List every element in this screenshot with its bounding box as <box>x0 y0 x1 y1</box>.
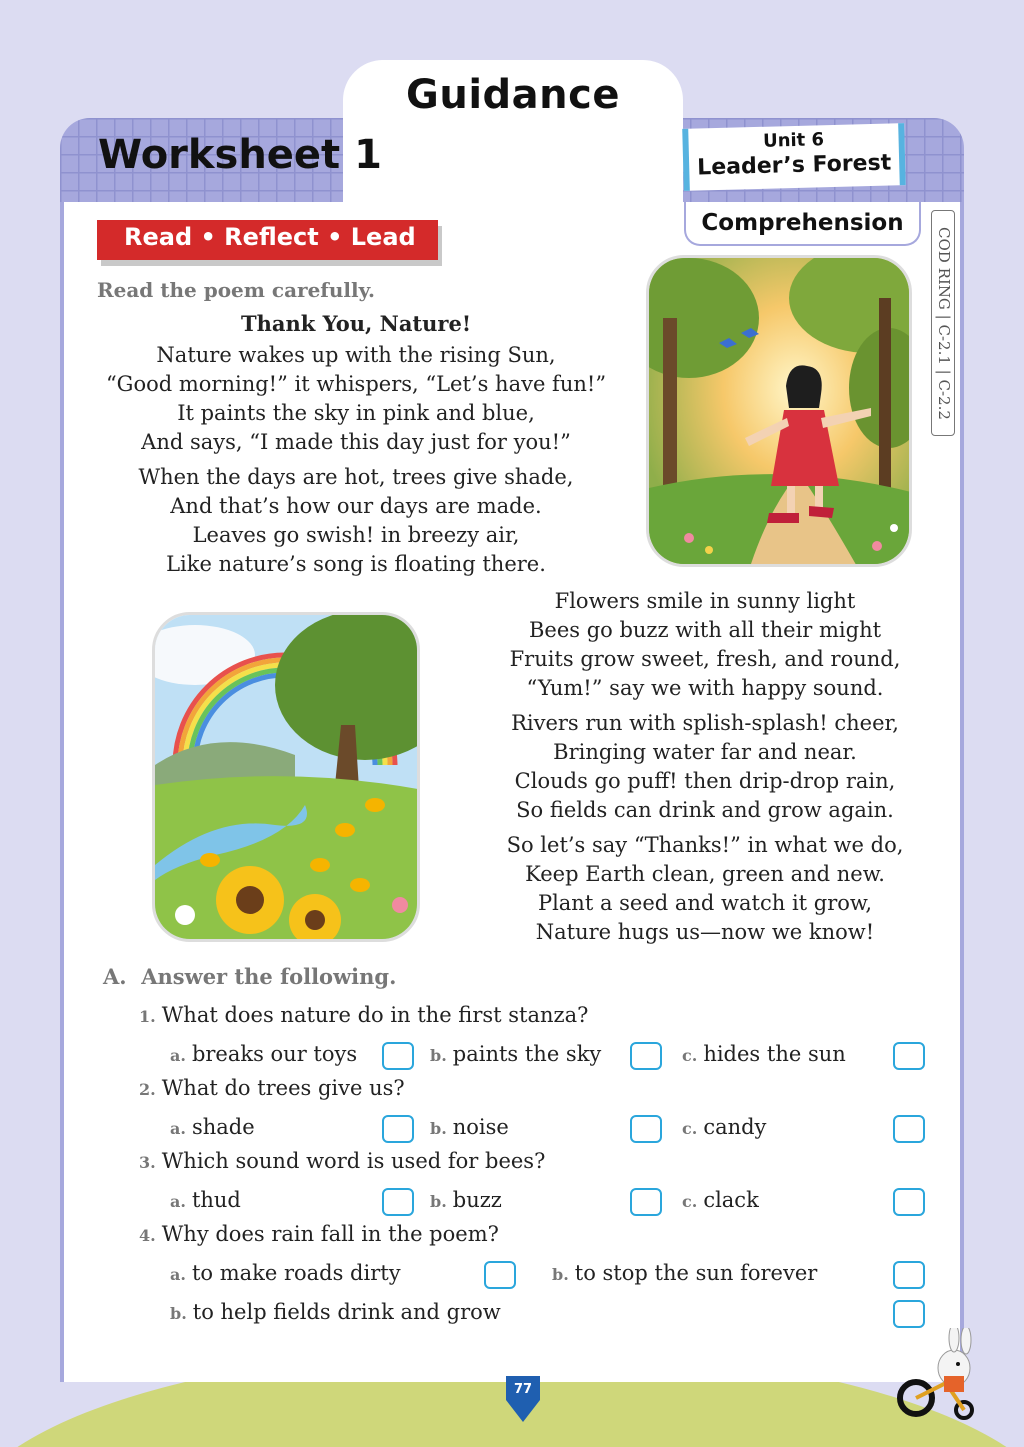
poem-line: Nature wakes up with the rising Sun, <box>156 343 556 367</box>
option-letter: b. <box>430 1119 447 1138</box>
option-3a <box>170 1188 241 1212</box>
question-text: What does nature do in the first stanza? <box>161 1003 589 1027</box>
poem-line: Plant a seed and watch it grow, <box>537 891 873 915</box>
unit-label <box>682 123 906 191</box>
guidance-label: Guidance <box>406 72 620 118</box>
option-text: to help fields drink and grow <box>192 1300 501 1324</box>
option-letter: c. <box>682 1119 698 1138</box>
rainbow-sunflower-illustration <box>152 612 420 942</box>
option-letter: a. <box>170 1046 186 1065</box>
answer-checkbox[interactable] <box>630 1115 662 1143</box>
poem-line: Rivers run with splish-splash! cheer, <box>511 711 899 735</box>
question-text: What do trees give us? <box>161 1076 405 1100</box>
poem-line: “Good morning!” it whispers, “Let’s have fun!” <box>105 372 607 396</box>
question-number: 1. <box>139 1007 156 1026</box>
option-2b <box>430 1115 509 1139</box>
bunny-bicycle-mascot <box>896 1328 996 1428</box>
option-4a <box>170 1261 401 1285</box>
option-1b <box>430 1042 601 1066</box>
poem-left-block <box>96 309 616 579</box>
option-text: paints the sky <box>452 1042 602 1066</box>
poem-line: It paints the sky in pink and blue, <box>177 401 535 425</box>
poem-stanza-3 <box>470 587 940 703</box>
instruction-text: Read the poem carefully. <box>97 278 375 302</box>
poem-line: So fields can drink and grow again. <box>516 798 894 822</box>
code-side-tag: COD RING | C-2.1 | C-2.2 <box>931 210 955 436</box>
option-letter: a. <box>170 1119 186 1138</box>
option-letter: b. <box>170 1304 187 1323</box>
poem-stanza-1 <box>96 341 616 457</box>
poem-line: Clouds go puff! then drip-drop rain, <box>514 769 896 793</box>
question-number: 4. <box>139 1226 156 1245</box>
question-number: 3. <box>139 1153 156 1172</box>
poem-line: Keep Earth clean, green and new. <box>525 862 885 886</box>
option-letter: b. <box>430 1192 447 1211</box>
unit-number: Unit 6 <box>762 129 825 152</box>
option-letter: b. <box>552 1265 569 1284</box>
page-number-marker <box>504 1376 542 1422</box>
option-4b <box>552 1261 817 1285</box>
answer-checkbox[interactable] <box>382 1115 414 1143</box>
answer-checkbox[interactable] <box>893 1115 925 1143</box>
answer-checkbox[interactable] <box>893 1300 925 1328</box>
girl-in-park-illustration <box>646 255 912 567</box>
poem-stanza-5 <box>470 831 940 947</box>
question-4 <box>139 1222 499 1246</box>
question-text: Why does rain fall in the poem? <box>161 1222 499 1246</box>
answer-checkbox[interactable] <box>484 1261 516 1289</box>
poem-line: When the days are hot, trees give shade, <box>138 465 574 489</box>
poem-line: Bringing water far and near. <box>553 740 857 764</box>
option-text: hides the sun <box>703 1042 846 1066</box>
option-text: breaks our toys <box>191 1042 358 1066</box>
poem-line: Fruits grow sweet, fresh, and round, <box>509 647 901 671</box>
option-letter: a. <box>170 1265 186 1284</box>
answer-checkbox[interactable] <box>382 1188 414 1216</box>
option-text: candy <box>703 1115 767 1139</box>
poem-line: Flowers smile in sunny light <box>554 589 856 613</box>
poem-line: Like nature’s song is floating there. <box>166 552 546 576</box>
option-text: shade <box>191 1115 255 1139</box>
read-reflect-lead-banner: Read • Reflect • Lead <box>97 220 438 260</box>
poem-line: Leaves go swish! in breezy air, <box>192 523 520 547</box>
option-1c <box>682 1042 846 1066</box>
option-letter: c. <box>682 1046 698 1065</box>
answer-checkbox[interactable] <box>893 1188 925 1216</box>
option-2c <box>682 1115 766 1139</box>
option-2a <box>170 1115 255 1139</box>
poem-line: Nature hugs us—now we know! <box>535 920 875 944</box>
poem-stanza-2 <box>96 463 616 579</box>
poem-line: And that’s how our days are made. <box>170 494 542 518</box>
option-1a <box>170 1042 357 1066</box>
question-3 <box>139 1149 545 1173</box>
question-text: Which sound word is used for bees? <box>161 1149 546 1173</box>
poem-stanza-4 <box>470 709 940 825</box>
option-3b <box>430 1188 502 1212</box>
poem-line: “Yum!” say we with happy sound. <box>526 676 884 700</box>
poem-title: Thank You, Nature! <box>240 311 472 336</box>
option-text: thud <box>191 1188 241 1212</box>
option-letter: a. <box>170 1192 186 1211</box>
question-2 <box>139 1076 405 1100</box>
question-1 <box>139 1003 588 1027</box>
poem-line: So let’s say “Thanks!” in what we do, <box>506 833 904 857</box>
answer-checkbox[interactable] <box>893 1042 925 1070</box>
answer-checkbox[interactable] <box>630 1042 662 1070</box>
worksheet-title: Worksheet 1 <box>98 132 382 178</box>
answer-checkbox[interactable] <box>893 1261 925 1289</box>
section-tag: Comprehension <box>684 202 921 246</box>
answer-checkbox[interactable] <box>382 1042 414 1070</box>
poem-line: And says, “I made this day just for you!” <box>141 430 571 454</box>
page-number: 77 <box>513 1382 533 1397</box>
answer-checkbox[interactable] <box>630 1188 662 1216</box>
option-text: clack <box>703 1188 759 1212</box>
option-letter: b. <box>430 1046 447 1065</box>
option-4c <box>170 1300 501 1324</box>
poem-right-block <box>470 587 940 947</box>
guidance-tab <box>343 60 683 170</box>
unit-name: Leader’s Forest <box>696 150 892 181</box>
section-a-heading: A. Answer the following. <box>103 964 397 989</box>
option-text: buzz <box>452 1188 502 1212</box>
option-3c <box>682 1188 759 1212</box>
option-letter: c. <box>682 1192 698 1211</box>
option-text: to stop the sun forever <box>574 1261 818 1285</box>
poem-line: Bees go buzz with all their might <box>528 618 882 642</box>
option-text: to make roads dirty <box>191 1261 401 1285</box>
option-text: noise <box>452 1115 509 1139</box>
question-number: 2. <box>139 1080 156 1099</box>
